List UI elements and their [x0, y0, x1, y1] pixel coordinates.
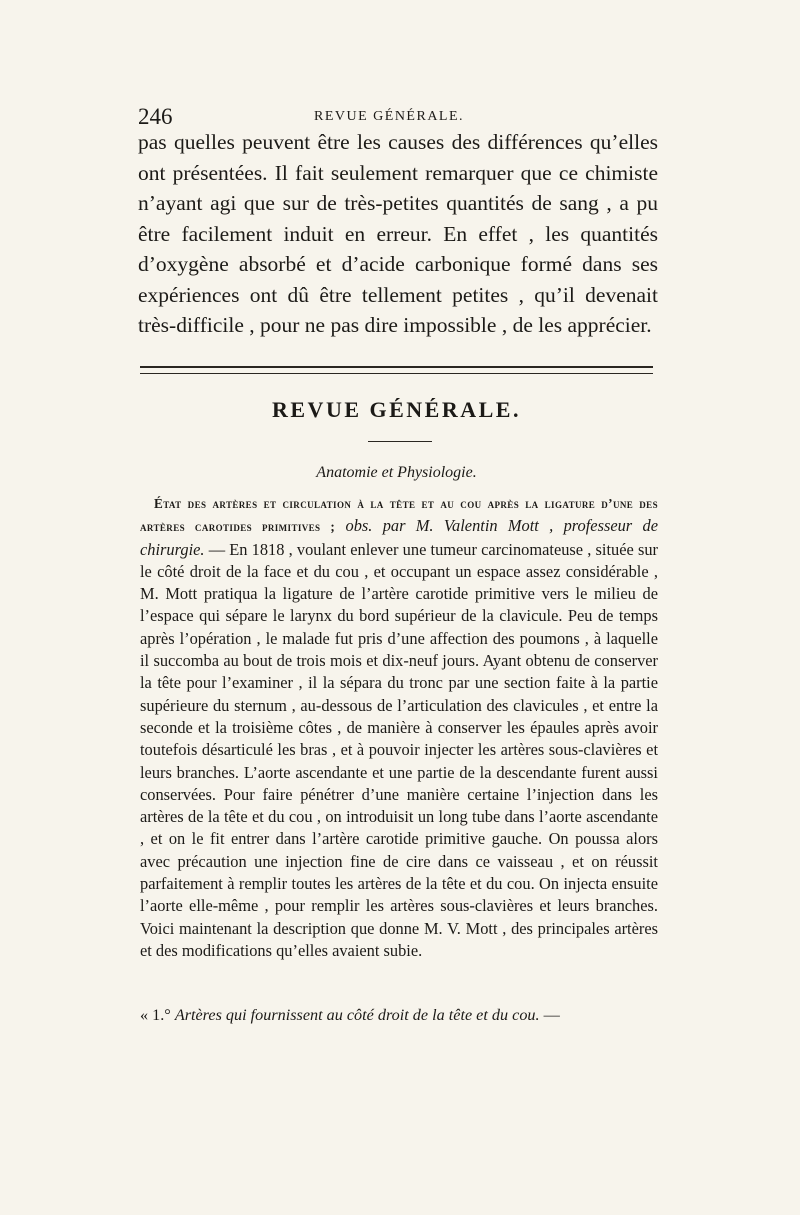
page-number: 246: [138, 104, 173, 129]
running-head: REVUE GÉNÉRALE.: [314, 109, 465, 124]
item-dash: —: [543, 1006, 560, 1024]
article-paragraph: [140, 492, 658, 962]
section-title: REVUE GÉNÉRALE.: [272, 397, 521, 422]
double-rule-divider: [140, 366, 653, 374]
article-heading: État des artères et circulation à la tête et au cou après la ligature d’une des artères carotides primitives ;: [140, 496, 658, 535]
article-body: [140, 492, 658, 962]
item-heading: Artères qui fournissent au côté droit de la tête et du cou.: [174, 1006, 540, 1024]
item-number: « 1.°: [140, 1006, 171, 1024]
next-section-line: [140, 1006, 660, 1025]
article-text: — En 1818 , voulant enlever une tumeur carcinomateuse , située sur le côté droit de la face et du cou , et occupant un espace assez considérable , M. Mott pratiqua la ligature de l’artère carotide primitive vers le milieu de l’espace qui sépare le larynx du bord supérieur de la clavicule. Peu de temps après l’opération , le malade fut pris d’une affection des poumons , à laquelle il succomba au bout de trois mois et dix-neuf jours. Ayant obtenu de conserver la tête pour l’examiner , il la sépara du tronc par une section faite à la partie supérieure du sternum , au-dessous de l’articulation des clavicules , et entre la seconde et la troisième côtes , de manière à conserver les épaules après avoir toutefois désarticulé les bras , et à pouvoir injecter les artères sous-clavières et leurs branches. L’aorte ascendante et une partie de la descendante furent aussi conservées. Pour faire pénétrer d’une manière certaine l’injection dans les artères de la tête et du cou , on introduisit un long tube dans l’aorte ascendante , et on le fit entrer dans l’artère carotide primitive gauche. On poussa alors avec précaution une injection fine de cire dans ce vaisseau , et on réussit parfaitement à remplir toutes les artères de la tête et du cou. On injecta ensuite l’aorte elle-même , pour remplir les artères sous-clavières et leurs branches. Voici maintenant la description que donne M. V. Mott , des principales artères et des modifications qu’elles avaient subie.: [140, 539, 658, 960]
short-rule-divider: [368, 441, 432, 442]
subsection-title: Anatomie et Physiologie.: [316, 464, 477, 481]
article-attribution: obs. par M. Valentin Mott , professeur de chirurgie.: [140, 516, 658, 559]
intro-paragraph: pas quelles peuvent être les causes des différences qu’elles ont présentées. Il fait seulement remarquer que ce chimiste n’ayant agi que sur de très-petites quantités de sang , a pu être facilement induit en erreur. En effet , les quantités d’oxygène absorbé et d’acide carbonique formé dans ses expériences ont dû être tellement petites , qu’il devenait très-difficile , pour ne pas dire impossible , de les apprécier.: [138, 130, 658, 337]
page-header: [138, 104, 668, 128]
